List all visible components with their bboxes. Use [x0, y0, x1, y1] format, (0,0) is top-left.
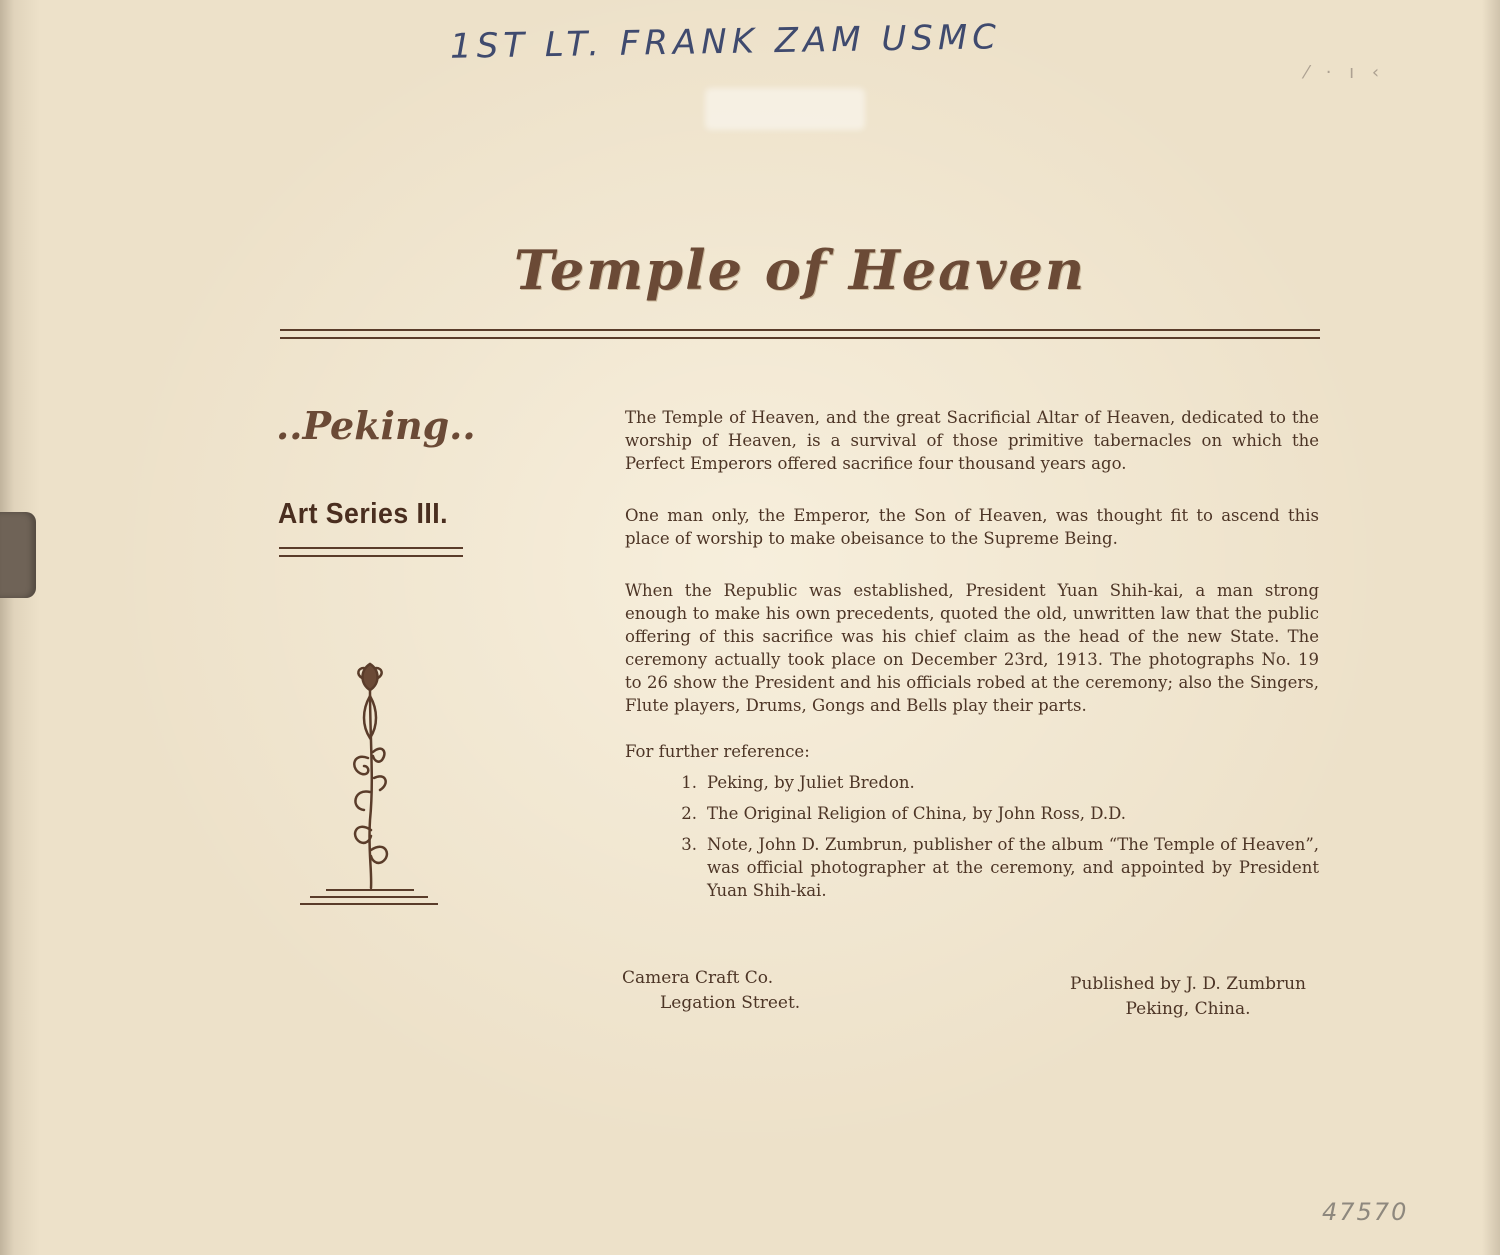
faded-stamp-patch — [705, 88, 865, 130]
footer-publisher — [1040, 972, 1336, 1022]
references-heading: For further reference: — [625, 742, 810, 761]
reference-number: 3. — [681, 835, 697, 854]
references-list — [625, 771, 1319, 902]
paragraph-1: The Temple of Heaven, and the great Sacrificial Altar of Heaven, dedicated to the worship of Heaven, is a survival of those primitive tabernacles on which the Perfect Emperors offered sacrifice four thousand years ago. — [625, 408, 1319, 473]
pencil-mark: ⁄ · ı ‹ — [1305, 62, 1386, 83]
title-divider — [280, 329, 1320, 339]
paragraph-2: One man only, the Emperor, the Son of Heaven, was thought fit to ascend this place of worship to make obeisance to the Supreme Being. — [625, 506, 1319, 548]
list-item — [625, 802, 1319, 825]
footer-printer-name: Camera Craft Co. — [622, 968, 774, 988]
sidebar-city-label: ..Peking.. — [276, 403, 476, 448]
footer-printer-address: Legation Street. — [660, 993, 801, 1013]
reference-text: Peking, by Juliet Bredon. — [707, 773, 915, 792]
list-item — [625, 771, 1319, 794]
body-text — [625, 406, 1319, 910]
reference-text: The Original Religion of China, by John Ross, D.D. — [707, 804, 1127, 823]
paragraph-3: When the Republic was established, President Yuan Shih-kai, a man strong enough to make his own precedents, quoted the old, unwritten law that the public offering of this sacrifice was his chief claim as the head of the new State. The ceremony actually took place on December 23rd, 1913. The photographs No. 19 to 26 show the President and his officials robed at the ceremony; also the Singers, Flute players, Drums, Gongs and Bells play their parts. — [625, 581, 1319, 715]
sidebar-divider — [279, 547, 463, 557]
floral-ornament-icon — [296, 660, 441, 910]
handwritten-catalog-number: 47570 — [1322, 1198, 1409, 1226]
footer-publisher-name: Published by J. D. Zumbrun — [1070, 974, 1306, 994]
binding-tab — [0, 512, 36, 598]
handwritten-owner-note: 1ST LT. FRANK ZAM USMC — [449, 17, 1002, 67]
reference-text: Note, John D. Zumbrun, publisher of the album “The Temple of Heaven”, was official photographer at the ceremony, and appointed by President Yuan Shih-kai. — [707, 835, 1319, 900]
page-title: Temple of Heaven — [513, 238, 1087, 302]
footer-publisher-location: Peking, China. — [1125, 999, 1251, 1019]
reference-number: 2. — [681, 804, 697, 823]
reference-number: 1. — [681, 773, 697, 792]
list-item — [625, 833, 1319, 902]
footer-printer — [622, 966, 800, 1016]
sidebar-series-label: Art Series III. — [278, 498, 449, 530]
